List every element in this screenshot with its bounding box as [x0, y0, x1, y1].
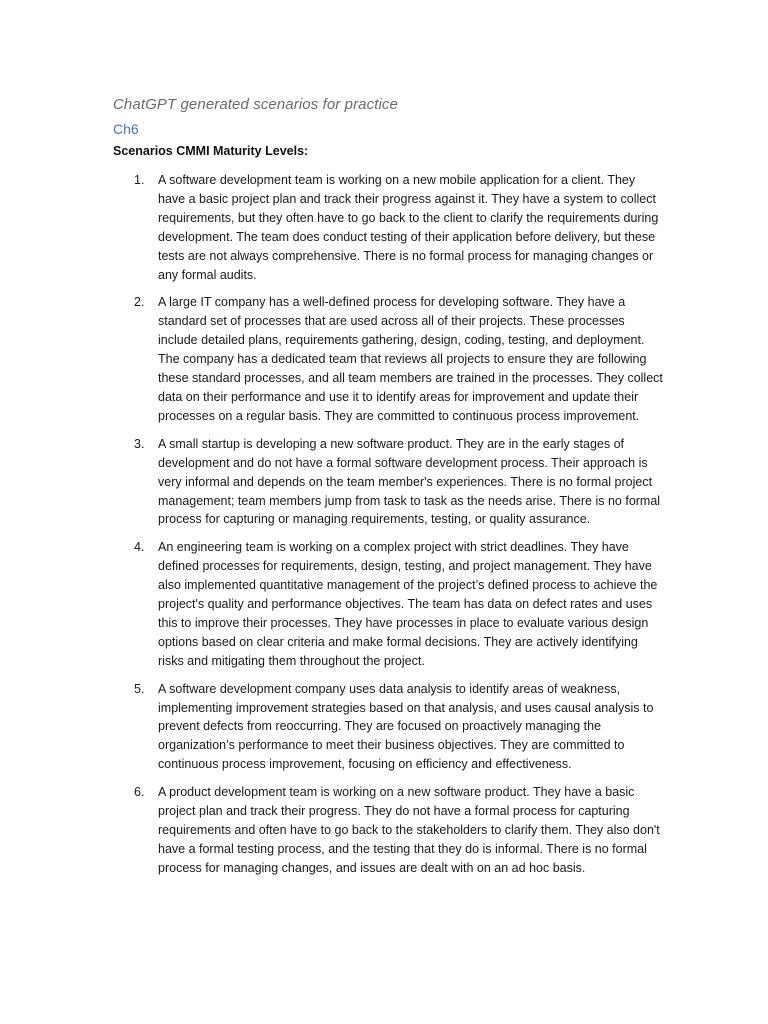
scenario-item-1	[113, 171, 663, 284]
scenario-number: 1.	[134, 173, 145, 187]
scenario-item-6	[113, 783, 663, 878]
scenario-text: A large IT company has a well-defined process for developing software. They have a standard set of processes that are used across all of their projects. These processes include detailed plans, requirements gathering, design, coding, testing, and deployment. The company has a dedicated team that reviews all projects to ensure they are following these standard processes, and all team members are trained in the processes. They collect data on their performance and use it to identify areas for improvement and update their processes on a regular basis. They are committed to continuous process improvement.	[158, 295, 663, 423]
scenario-text: An engineering team is working on a complex project with strict deadlines. They have defined processes for requirements, design, testing, and project management. They have also implemented quantitative management of the project’s defined process to achieve the project's quality and performance objectives. The team has data on defect rates and uses this to improve their processes. They have processes in place to evaluate various design options based on clear criteria and make formal decisions. They are actively identifying risks and mitigating them throughout the project.	[158, 540, 658, 668]
scenario-item-3	[113, 435, 663, 530]
document-title: ChatGPT generated scenarios for practice	[113, 96, 398, 113]
scenario-number: 6.	[134, 785, 145, 800]
scenario-item-2	[113, 293, 663, 425]
scenario-text: A software development team is working on a new mobile application for a client. They have a basic project plan and track their progress against it. They have a system to collect requirements, but they often have to go back to the client to clarify the requirements during development. The team does conduct testing of their application before delivery, but these tests are not always comprehensive. There is no formal process for managing changes or any formal audits.	[158, 173, 659, 282]
scenario-number: 4.	[134, 540, 145, 555]
scenario-number: 3.	[134, 436, 145, 451]
chapter-heading: Ch6	[113, 121, 139, 137]
scenario-list	[113, 171, 663, 887]
scenario-item-5	[113, 680, 663, 775]
section-heading: Scenarios CMMI Maturity Levels:	[113, 144, 309, 158]
scenario-text: A small startup is developing a new software product. They are in the early stages of development and do not have a formal software development process. Their approach is very informal and depends on the team member's experiences. There is no formal project management; team members jump from task to task as the needs arise. There is no formal process for capturing or managing requirements, testing, or quality assurance.	[158, 436, 661, 527]
scenario-text: A software development company uses data analysis to identify areas of weakness, implementing improvement strategies based on that analysis, and uses causal analysis to prevent defects from reoccurring. They are focused on proactively managing the organization’s performance to meet their business objectives. They are committed to continuous process improvement, focusing on efficiency and effectiveness.	[158, 681, 654, 772]
scenario-text: A product development team is working on a new software product. They have a basic project plan and track their progress. They do not have a formal process for capturing requirements and often have to go back to the stakeholders to clarify them. They also don't have a formal testing process, and the testing that they do is informal. There is no formal process for managing changes, and issues are dealt with on an ad hoc basis.	[158, 785, 660, 875]
scenario-number: 2.	[134, 295, 145, 310]
scenario-item-4	[113, 538, 663, 670]
scenario-number: 5.	[134, 681, 145, 696]
